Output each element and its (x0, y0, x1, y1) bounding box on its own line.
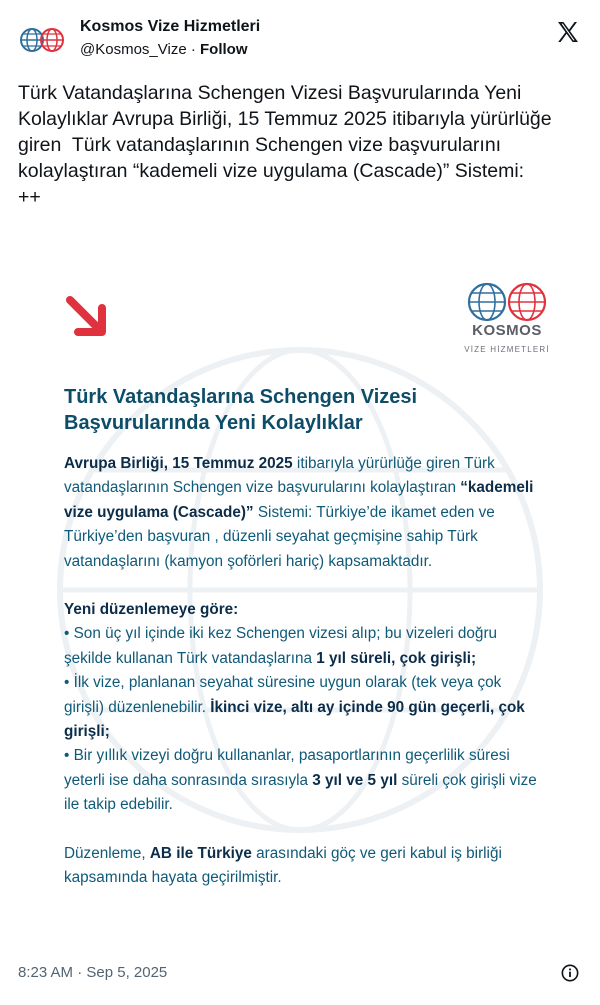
outro-paragraph: Düzenleme, AB ile Türkiye arasındaki göç ve geri kabul iş birliği kapsamında hayata geçirilmiştir. (64, 844, 502, 887)
bullet-1: • Son üç yıl içinde iki kez Schengen vizesi alıp; bu vizeleri doğru şekilde kullanan Türk vatandaşlarına 1 yıl süreli, çok girişli; (64, 625, 498, 667)
kosmos-avatar-icon[interactable] (18, 24, 66, 56)
separator: · (190, 41, 196, 58)
logo-word: KOSMOS (472, 322, 542, 339)
account-handle[interactable]: @Kosmos_Vize (80, 41, 187, 58)
intro-date: Avrupa Birliği, 15 Temmuz 2025 (64, 455, 293, 472)
card-body (64, 452, 544, 891)
tweet-timestamp[interactable]: 8:23 AM · Sep 5, 2025 (18, 964, 168, 981)
info-icon[interactable] (561, 964, 579, 982)
kosmos-logo-icon (465, 282, 549, 322)
bullet-2: • İlk vize, planlanan seyahat süresine uygun olarak (tek veya çok girişli) düzenlenebilir. İkinci vize, altı ay içinde 90 gün geçerli, çok girişli; (64, 674, 525, 741)
tweet-text: Türk Vatandaşlarına Schengen Vizesi Başvurularında Yeni Kolaylıklar Avrupa Birliği, 15 Temmuz 2025 itibarıyla yürürlüğe giren Türk vatandaşlarının Schengen vize başvurularını kolaylaştıran “kademeli vize uygulama (Cascade)” Sistemi: ++ (18, 82, 552, 208)
intro-text-2: Sistemi: Türkiye’de ikamet eden ve Türkiye’den başvuran , düzenli seyahat geçmişine sahip Türk vatandaşlarını (kamyon şoförleri hariç) kapsamaktadır. (64, 503, 495, 570)
card-title: Türk Vatandaşlarına Schengen Vizesi Başvurularında Yeni Kolaylıklar (64, 386, 418, 434)
intro-text-1: itibarıyla yürürlüğe giren Türk vatandaşlarının Schengen vize başvurularını kolaylaştıran (64, 455, 495, 497)
account-name[interactable]: Kosmos Vize Hizmetleri (80, 18, 261, 35)
subheading: Yeni düzenlemeye göre: (64, 601, 239, 619)
x-logo-icon[interactable] (556, 20, 580, 44)
bullet-3: • Bir yıllık vizeyi doğru kullananlar, pasaportlarının geçerlilik süresi yeterli ise daha sonrasında sırasıyla 3 yıl ve 5 yıl süreli çok girişli vize ile takip edebilir. (64, 747, 537, 814)
intro-paragraph (64, 452, 544, 574)
logo-subtitle: VİZE HİZMETLERİ (464, 345, 550, 354)
account-handle-line (80, 41, 248, 58)
red-arrow-icon (64, 294, 110, 340)
follow-button[interactable]: Follow (200, 41, 248, 58)
intro-cascade: “kademeli vize uygulama (Cascade)” (64, 479, 534, 521)
tweet-header (18, 14, 582, 64)
